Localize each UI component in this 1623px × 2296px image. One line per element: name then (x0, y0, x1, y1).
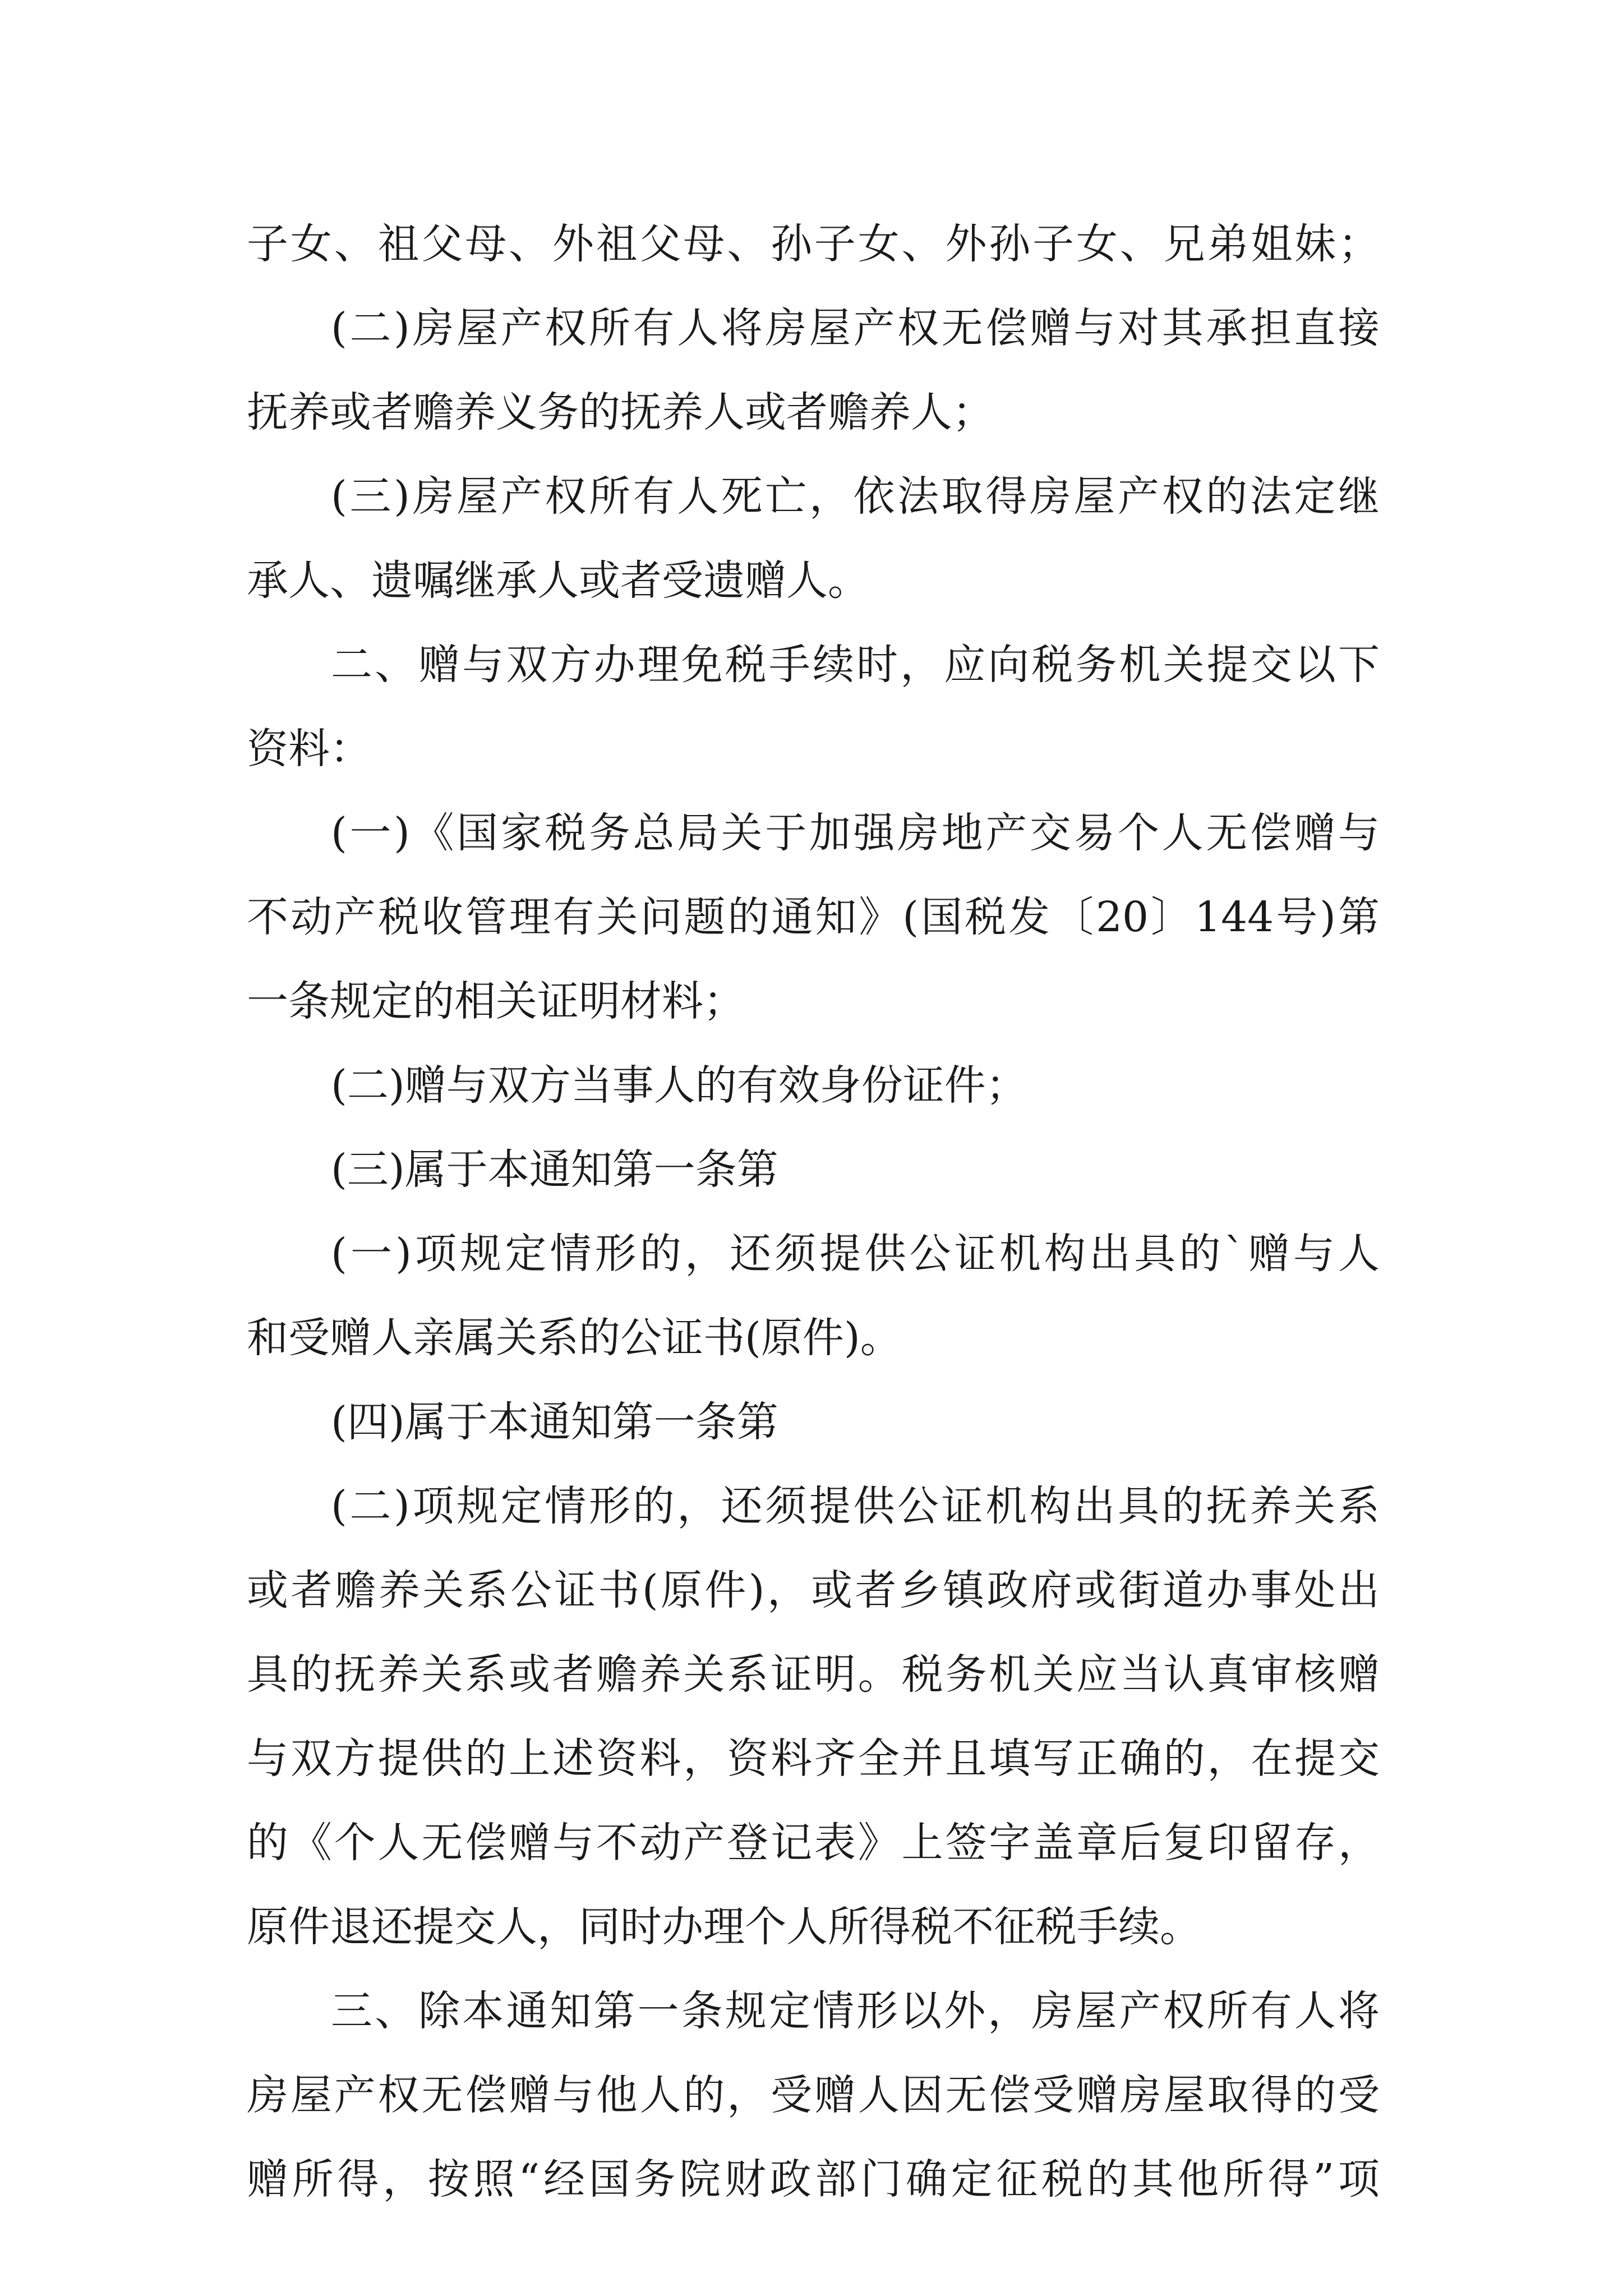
text-line: 资料： (247, 725, 371, 773)
text-line: (二)项规定情形的，还须提供公证机构出具的抚养关系 (331, 1482, 1380, 1530)
text-line: (二)房屋产权所有人将房屋产权无偿赠与对其承担直接 (331, 304, 1380, 352)
text-line: 抚养或者赡养义务的抚养人或者赡养人； (247, 388, 994, 436)
text-line: 和受赠人亲属关系的公证书(原件)。 (247, 1314, 902, 1362)
text-line: 不动产税收管理有关问题的通知》(国税发〔20〕144号)第 (247, 893, 1380, 941)
text-line: 具的抚养关系或者赡养关系证明。税务机关应当认真审核赠 (247, 1650, 1380, 1699)
text-line: (一)项规定情形的，还须提供公证机构出具的`赠与人 (331, 1230, 1380, 1278)
text-line: 承人、遗嘱继承人或者受遗赠人。 (247, 556, 869, 605)
text-line: 三、除本通知第一条规定情形以外，房屋产权所有人将 (331, 1987, 1380, 2035)
text-line: 二、赠与双方办理免税手续时，应向税务机关提交以下 (331, 641, 1380, 689)
document-body (247, 202, 1380, 2221)
text-line: 子女、祖父母、外祖父母、孙子女、外孙子女、兄弟姐妹； (247, 220, 1380, 268)
text-line: 一条规定的相关证明材料； (247, 977, 745, 1025)
text-line: (四)属于本通知第一条第 (331, 1398, 778, 1446)
text-line: (三)属于本通知第一条第 (331, 1145, 778, 1194)
text-line: 的《个人无偿赠与不动产登记表》上签字盖章后复印留存， (247, 1819, 1380, 1867)
text-line: (一)《国家税务总局关于加强房地产交易个人无偿赠与 (331, 809, 1380, 857)
text-line: (三)房屋产权所有人死亡，依法取得房屋产权的法定继 (331, 472, 1380, 521)
text-line: 与双方提供的上述资料，资料齐全并且填写正确的，在提交 (247, 1734, 1380, 1783)
text-line: 原件退还提交人，同时办理个人所得税不征税手续。 (247, 1903, 1201, 1951)
text-line: 房屋产权无偿赠与他人的，受赠人因无偿受赠房屋取得的受 (247, 2071, 1380, 2119)
text-line: (二)赠与双方当事人的有效身份证件； (331, 1061, 1027, 1110)
text-line: 或者赡养关系公证书(原件)，或者乡镇政府或街道办事处出 (247, 1566, 1380, 1614)
text-line: 赠所得，按照“经国务院财政部门确定征税的其他所得”项 (247, 2155, 1380, 2203)
